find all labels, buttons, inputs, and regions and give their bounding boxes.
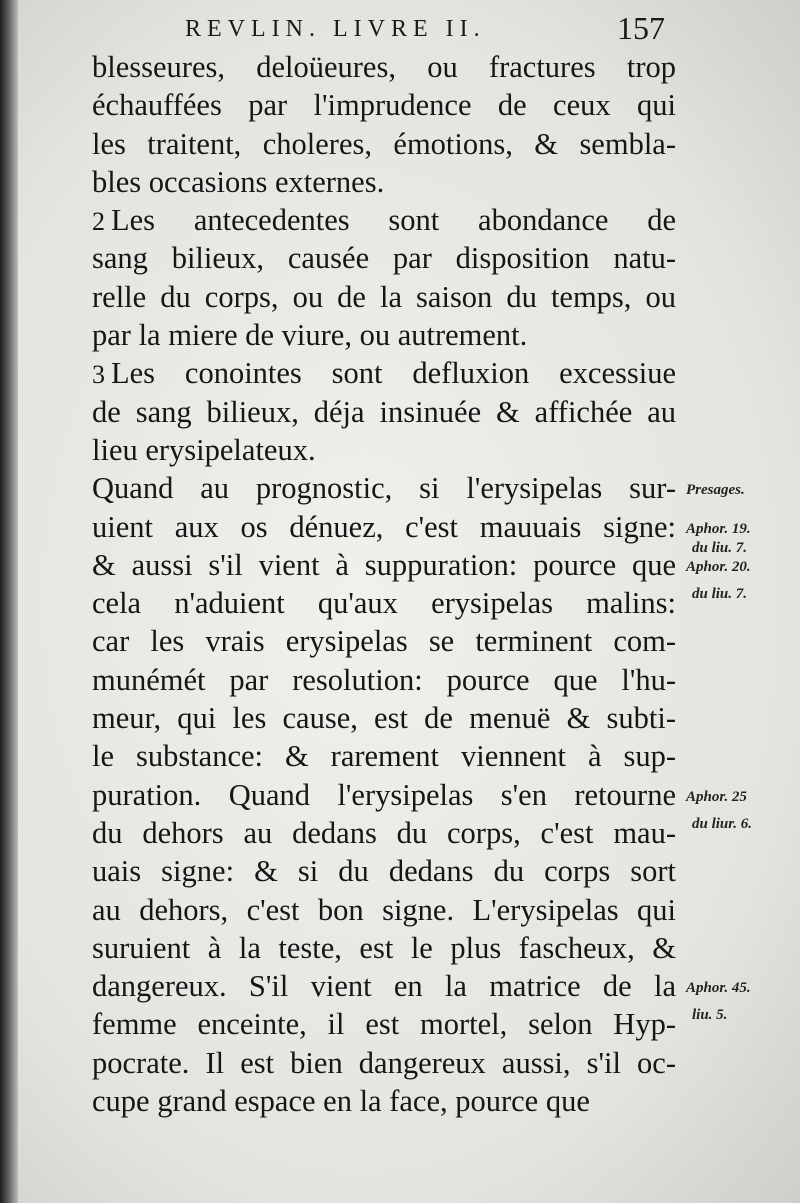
text-line bbox=[92, 316, 676, 354]
line-text: Les conointes sont defluxion excessiue bbox=[111, 356, 676, 391]
line-text: pocrate. Il est bien dangereux aussi, s'il oc- bbox=[92, 1045, 676, 1080]
text-line bbox=[92, 354, 676, 392]
text-line bbox=[92, 929, 676, 967]
line-text: meur, qui les cause, est de menuë & subti- bbox=[92, 701, 676, 736]
line-text: puration. Quand l'erysipelas s'en retourne bbox=[92, 777, 676, 812]
margin-notes bbox=[686, 0, 798, 1203]
text-line bbox=[92, 393, 676, 431]
line-text: Les antecedentes sont abondance de bbox=[111, 203, 676, 238]
text-line bbox=[92, 431, 676, 469]
line-text: sang bilieux, causée par disposition natu- bbox=[92, 241, 676, 276]
text-line bbox=[92, 469, 676, 507]
line-text: les traitent, choleres, émotions, & sembla- bbox=[92, 126, 676, 161]
line-text: le substance: & rarement viennent à sup- bbox=[92, 739, 676, 774]
line-text: du dehors au dedans du corps, c'est mau- bbox=[92, 815, 676, 850]
line-text: suruient à la teste, est le plus fascheux, & bbox=[92, 930, 676, 965]
margin-note-aphor-45a: Aphor. 45. bbox=[686, 980, 751, 997]
margin-note-aphor-25a: Aphor. 25 bbox=[686, 788, 747, 805]
text-line bbox=[92, 584, 676, 622]
text-line bbox=[92, 661, 676, 699]
text-line bbox=[92, 737, 676, 775]
text-line bbox=[92, 776, 676, 814]
paragraph-number: 2 bbox=[92, 207, 105, 237]
line-text: uais signe: & si du dedans du corps sort bbox=[92, 854, 676, 889]
text-line bbox=[92, 48, 676, 86]
page-header bbox=[185, 10, 665, 50]
page-number: 157 bbox=[617, 10, 665, 46]
line-text: de sang bilieux, déja insinuée & affichée au bbox=[92, 394, 676, 429]
line-text: lieu erysipelateux. bbox=[92, 432, 316, 467]
text-line bbox=[92, 1082, 676, 1120]
line-text: car les vrais erysipelas se terminent com- bbox=[92, 624, 676, 659]
text-line bbox=[92, 622, 676, 660]
text-line bbox=[92, 814, 676, 852]
text-line bbox=[92, 1005, 676, 1043]
text-line bbox=[92, 699, 676, 737]
text-line bbox=[92, 278, 676, 316]
line-text: femme enceinte, il est mortel, selon Hyp- bbox=[92, 1007, 676, 1042]
text-line bbox=[92, 891, 676, 929]
line-text: au dehors, c'est bon signe. L'erysipelas qui bbox=[92, 892, 676, 927]
line-text: dangereux. S'il vient en la matrice de la bbox=[92, 969, 676, 1004]
text-line bbox=[92, 1044, 676, 1082]
text-line bbox=[92, 508, 676, 546]
line-text: échauffées par l'imprudence de ceux qui bbox=[92, 88, 676, 123]
margin-note-aphor-45b: liu. 5. bbox=[692, 1007, 728, 1023]
text-line bbox=[92, 546, 676, 584]
text-line bbox=[92, 852, 676, 890]
line-text: uient aux os dénuez, c'est mauuais signe: bbox=[92, 509, 676, 544]
margin-note-aphor-19b: du liu. 7. bbox=[692, 539, 748, 556]
text-line bbox=[92, 125, 676, 163]
line-text: munémét par resolution: pource que l'hu- bbox=[92, 662, 676, 697]
line-text: blesseures, deloüeures, ou fractures trop bbox=[92, 50, 676, 84]
text-line bbox=[92, 239, 676, 277]
line-text: Quand au prognostic, si l'erysipelas sur- bbox=[92, 471, 676, 506]
margin-note-aphor-20a: Aphor. 20. bbox=[686, 558, 751, 575]
margin-note-presages: Presages. bbox=[686, 482, 745, 499]
text-line bbox=[92, 163, 676, 201]
line-text: relle du corps, ou de la saison du temps, ou bbox=[92, 279, 676, 314]
margin-note-aphor-25b: du liur. 6. bbox=[692, 815, 753, 832]
book-spine-shadow bbox=[0, 0, 18, 1203]
line-text: bles occasions externes. bbox=[92, 164, 385, 199]
text-line bbox=[92, 86, 676, 124]
line-text: par la miere de viure, ou autrement. bbox=[92, 318, 528, 353]
line-text: cela n'aduient qu'aux erysipelas malins: bbox=[92, 586, 676, 621]
paragraph-number: 3 bbox=[92, 360, 105, 390]
line-text: cupe grand espace en la face, pource que bbox=[92, 1084, 590, 1119]
margin-note-aphor-19a: Aphor. 19. bbox=[686, 520, 751, 537]
text-line bbox=[92, 201, 676, 239]
line-text: & aussi s'il vient à suppuration: pource que bbox=[92, 547, 676, 582]
body-text bbox=[92, 48, 676, 1120]
margin-note-aphor-20b: du liu. 7. bbox=[692, 585, 748, 602]
running-head: REVLIN. LIVRE II. bbox=[185, 16, 486, 42]
text-line bbox=[92, 967, 676, 1005]
